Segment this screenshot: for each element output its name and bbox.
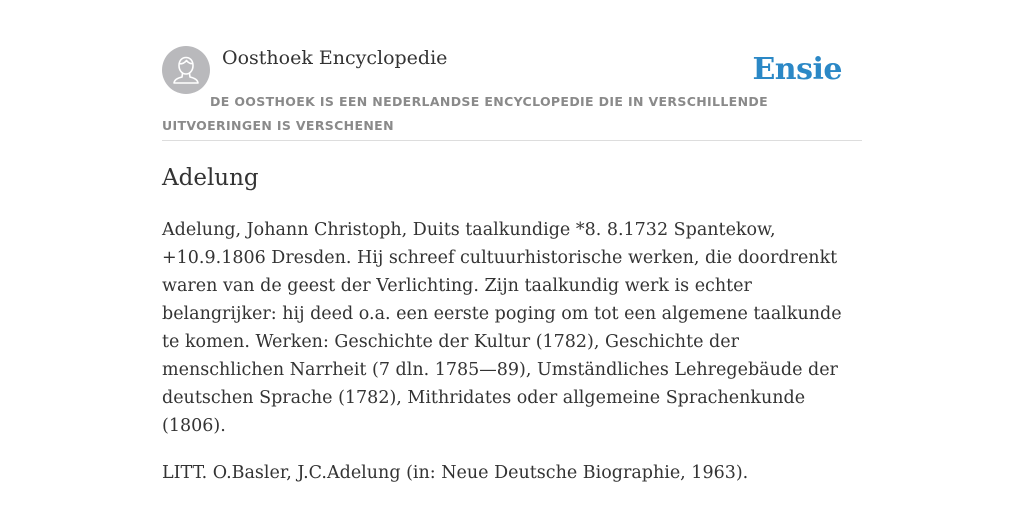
user-avatar-icon	[162, 46, 210, 94]
source-header	[162, 46, 862, 141]
article-body	[162, 216, 864, 506]
article-literature: LITT. O.Basler, J.C.Adelung (in: Neue Deutsche Biographie, 1963).	[162, 463, 749, 483]
ensie-logo[interactable]: Ensie	[752, 52, 842, 87]
source-title[interactable]: Oosthoek Encyclopedie	[222, 47, 448, 69]
article-title: Adelung	[162, 165, 259, 191]
article-paragraph: Adelung, Johann Christoph, Duits taalkundige *8. 8.1732 Spantekow, +10.9.1806 Dresden. Hij schreef cultuurhistorische werken, die doordrenkt waren van de geest der Verlichting. Zijn taalkundig werk is echter belangrijker: hij deed o.a. een eerste poging om tot een algemene taalkunde te komen. Werken: Geschichte der Kultur (1782), Geschichte der menschlichen Narrheit (7 dln. 1785—89), Umständliches Lehregebäude der deutschen Sprache (1782), Mithridates oder allgemeine Sprachenkunde (1806).	[162, 220, 842, 436]
source-avatar[interactable]	[162, 46, 210, 94]
source-description: DE OOSTHOEK IS EEN NEDERLANDSE ENCYCLOPEDIE DIE IN VERSCHILLENDE UITVOERINGEN IS VERSCHENEN	[162, 94, 768, 133]
